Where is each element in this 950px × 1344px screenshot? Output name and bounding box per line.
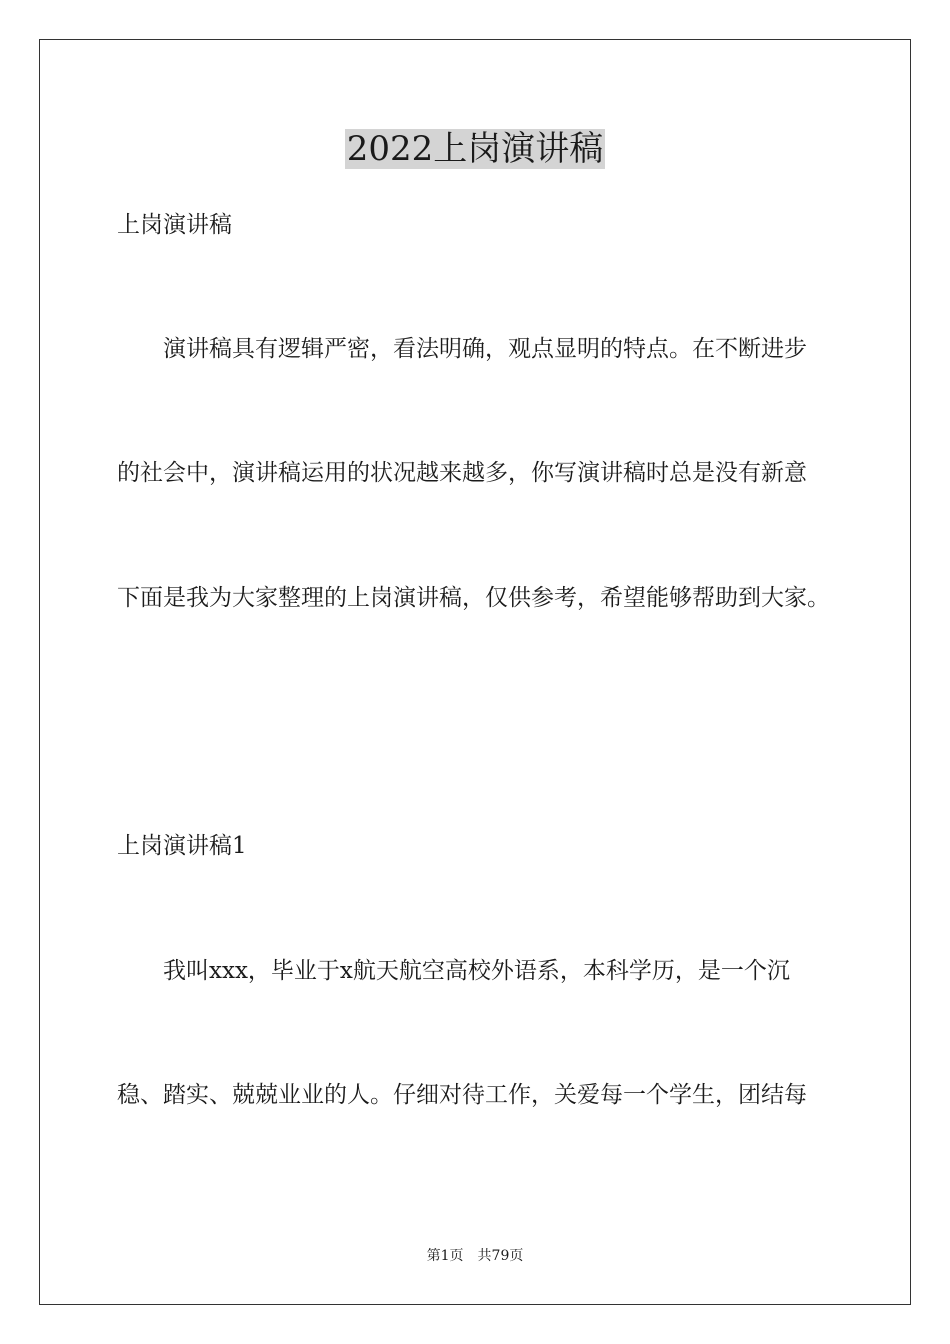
intro-line-1: 演讲稿具有逻辑严密，看法明确，观点显明的特点。在不断进步	[163, 336, 807, 362]
intro-line-2: 的社会中，演讲稿运用的状况越来越多，你写演讲稿时总是没有新意	[117, 460, 807, 486]
intro-line-3: 下面是我为大家整理的上岗演讲稿，仅供参考，希望能够帮助到大家。	[117, 585, 830, 611]
body-line-2: 稳、踏实、兢兢业业的人。仔细对待工作，关爱每一个学生，团结每	[117, 1082, 807, 1108]
title-text: 2022上岗演讲稿	[346, 129, 604, 169]
page-footer: 第1页 共79页	[426, 1248, 524, 1264]
document-subtitle: 上岗演讲稿	[117, 212, 232, 238]
document-title	[0, 128, 950, 170]
body-line-1: 我叫xxx，毕业于x航天航空高校外语系，本科学历，是一个沉	[163, 958, 790, 984]
section-heading: 上岗演讲稿1	[117, 833, 247, 859]
